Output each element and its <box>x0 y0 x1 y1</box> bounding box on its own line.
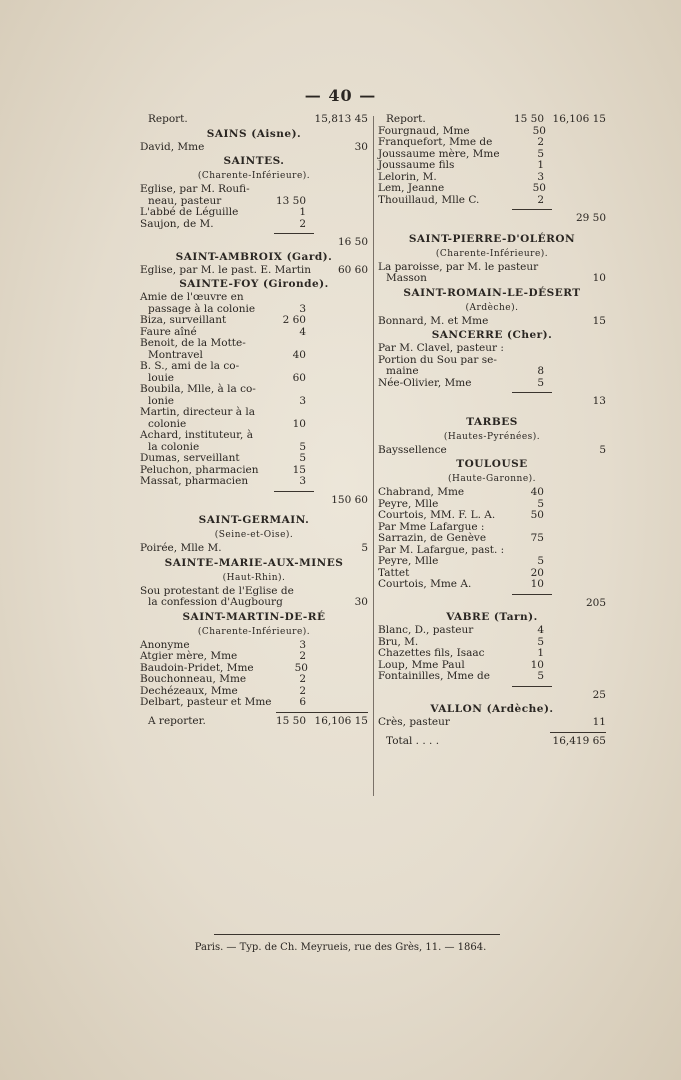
entry-name: Thouillaud, Mlle C. <box>378 193 480 206</box>
entry-name: Atgier mère, Mme <box>140 650 238 662</box>
entry-name: Bonnard, M. et Mme <box>378 314 489 327</box>
entry-amount: 1 <box>537 647 544 659</box>
printer-imprint: Paris. — Typ. de Ch. Meyrueis, rue des Grès, 11. — 1864. <box>194 942 487 953</box>
entry-subtotal: 15,813 45 <box>314 113 368 125</box>
entry-name: Dechézeaux, Mme <box>140 684 238 697</box>
entry-amount: 10 <box>292 417 306 430</box>
subtotal-rule <box>378 683 606 690</box>
entry-row <box>378 366 606 378</box>
entry-name: Sou protestant de l'Eglise de <box>140 584 294 597</box>
entry-subtotal: 11 <box>592 716 606 728</box>
entry-subtotal: 30 <box>354 596 368 608</box>
section-subheading: (Haute-Garonne). <box>447 474 537 484</box>
entry-amount: 60 <box>292 371 306 384</box>
entry-row <box>378 625 606 637</box>
entry-name: la confession d'Augbourg <box>148 596 283 608</box>
entry-name: Franquefort, Mme de <box>378 136 493 148</box>
entry-row <box>378 316 606 328</box>
section-subheading: (Ardèche). <box>465 302 519 313</box>
entry-row <box>140 543 368 555</box>
entry-name: colonie <box>148 417 187 430</box>
entry-name: Poirée, Mlle M. <box>140 542 222 554</box>
right-column <box>378 114 606 747</box>
entry-name: neau, pasteur <box>148 194 222 207</box>
entry-name: Joussaume mère, Mme <box>378 147 500 160</box>
entry-name: Lem, Jeanne <box>378 182 445 194</box>
entry-name: Report. <box>386 113 426 125</box>
section-heading: TARBES <box>466 415 518 428</box>
entry-row <box>140 430 368 442</box>
entry-amount: 1 <box>537 159 544 171</box>
entry-amount: 50 <box>532 182 546 194</box>
entry-amount: 4 <box>299 325 306 338</box>
entry-amount: 8 <box>537 365 544 377</box>
entry-amount: 3 <box>537 170 544 183</box>
entry-row <box>140 315 368 327</box>
entry-amount: 40 <box>292 348 306 361</box>
entry-name: Peyre, Mlle <box>378 497 439 510</box>
entry-amount: 2 <box>299 684 306 697</box>
entry-row <box>140 407 368 419</box>
entry-amount: 2 <box>537 136 544 148</box>
entry-name: Joussaume fils <box>378 159 455 171</box>
entry-amount: 50 <box>532 124 546 137</box>
entry-subtotal: 30 <box>354 140 368 153</box>
section-subheading: (Charente-Inférieure). <box>435 248 549 259</box>
entry-name: B. S., ami de la co- <box>140 360 240 372</box>
section-heading: SAINTES. <box>223 155 285 167</box>
entry-name: Née-Olivier, Mme <box>378 376 472 389</box>
entry-amount: 10 <box>530 578 544 590</box>
subtotal-rule <box>140 230 368 237</box>
entry-name: Fourgnaud, Mme <box>378 124 470 137</box>
entry-amount: 20 <box>530 566 544 579</box>
entry-name: Bouchonneau, Mme <box>140 673 247 685</box>
entry-amount: 5 <box>537 147 544 160</box>
entry-row <box>378 579 606 591</box>
entry-name: Loup, Mme Paul <box>378 658 465 671</box>
entry-subtotal: 16,106 15 <box>314 714 368 727</box>
rule-line <box>512 686 552 687</box>
entry-row <box>378 114 606 126</box>
entry-name: Bayssellence <box>378 443 447 456</box>
entry-name: Par M. Lafargue, past. : <box>378 543 505 556</box>
entry-row <box>140 265 368 277</box>
entry-row <box>378 183 606 195</box>
entry-row <box>140 114 368 126</box>
section-heading: TOULOUSE <box>456 458 528 470</box>
entry-name: Tattet <box>378 566 410 579</box>
rule-line <box>512 392 552 393</box>
entry-amount: 5 <box>537 635 544 648</box>
entry-name: Saujon, de M. <box>140 217 214 230</box>
entry-subtotal: 205 <box>585 596 606 609</box>
entry-amount: 40 <box>530 486 544 498</box>
entry-subtotal: 150 60 <box>331 493 368 506</box>
entry-amount: 5 <box>299 440 306 453</box>
entry-name: Delbart, pasteur et Mme <box>140 696 272 708</box>
section-heading: SAINTE-FOY (Gironde). <box>179 278 329 290</box>
section-subheading: (Haut-Rhin). <box>222 572 286 583</box>
entry-row <box>378 378 606 390</box>
entry-name: A reporter. <box>148 714 206 727</box>
entry-name: Courtois, MM. F. L. A. <box>378 509 496 521</box>
entry-row <box>140 207 368 219</box>
entry-subtotal: 25 <box>592 688 606 701</box>
entry-amount: 15 50 <box>275 714 306 727</box>
entry-name: Fontainilles, Mme de <box>378 670 490 682</box>
section-heading: SAINT-MARTIN-DE-RÉ <box>182 610 326 623</box>
entry-row <box>378 137 606 149</box>
entry-name: David, Mme <box>140 140 205 153</box>
section-heading: VABRE (Tarn). <box>446 611 538 623</box>
rule-line <box>550 732 606 733</box>
entry-name: lonie <box>148 394 175 407</box>
entry-subtotal: 16,106 15 <box>552 113 606 125</box>
entry-amount: 5 <box>299 452 306 464</box>
entry-name: louie <box>148 371 175 384</box>
entry-name: La paroisse, par M. le pasteur <box>378 260 539 273</box>
entry-amount: 1 <box>299 206 306 218</box>
entry-name: Massat, pharmacien <box>140 475 249 487</box>
entry-name: Report. <box>148 113 188 125</box>
entry-name: Eglise, par M. Roufi- <box>140 183 250 195</box>
entry-amount: 50 <box>294 661 308 674</box>
section-heading: SAINT-PIERRE-D'OLÉRON <box>408 232 576 245</box>
entry-subtotal: 13 <box>592 395 606 407</box>
entry-name: L'abbé de Léguille <box>140 206 239 218</box>
entry-subtotal: 29 50 <box>575 212 606 224</box>
entry-row <box>378 598 606 610</box>
entry-row <box>378 717 606 729</box>
entry-amount: 2 <box>299 673 306 685</box>
entry-name: maine <box>386 365 419 377</box>
entry-row <box>378 648 606 660</box>
entry-amount: 2 <box>537 193 544 206</box>
entry-amount: 5 <box>537 670 544 682</box>
entry-amount: 3 <box>299 302 306 315</box>
entry-name: Chabrand, Mme <box>378 486 465 498</box>
entry-name: Faure aîné <box>140 325 197 338</box>
section-heading: SAINT-ROMAIN-LE-DÉSERT <box>403 286 581 299</box>
entry-row <box>140 476 368 488</box>
rule-line <box>512 594 552 595</box>
entry-amount: 15 <box>292 463 306 476</box>
entry-name: Portion du Sou par se- <box>378 353 497 366</box>
entry-name: Total . . . . <box>386 734 440 747</box>
rule-line <box>276 712 368 713</box>
entry-amount: 5 <box>537 555 544 567</box>
entry-name: Par M. Clavel, pasteur : <box>378 342 504 354</box>
section-heading: VALLON (Ardèche). <box>430 703 554 715</box>
entry-row <box>378 533 606 545</box>
entry-name: Chazettes fils, Isaac <box>378 647 485 659</box>
entry-name: Crès, pasteur <box>378 716 450 728</box>
entry-row <box>140 651 368 663</box>
entry-amount: 5 <box>537 376 544 389</box>
entry-amount: 50 <box>530 509 544 521</box>
entry-row <box>140 384 368 396</box>
section-heading: SAINS (Aisne). <box>206 127 302 140</box>
entry-amount: 2 60 <box>282 314 306 326</box>
section-heading: SANCERRE (Cher). <box>431 329 553 341</box>
entry-subtotal: 16,419 65 <box>552 734 606 747</box>
entry-name: Blanc, D., pasteur <box>378 624 474 636</box>
entry-row <box>140 219 368 231</box>
entry-name: la colonie <box>148 440 200 453</box>
entry-row <box>140 674 368 686</box>
entry-amount: 15 50 <box>513 113 544 125</box>
column-divider <box>373 116 374 796</box>
entry-name: Bru, M. <box>378 635 419 648</box>
entry-name: Montravel <box>148 348 203 361</box>
section-heading: SAINTE-MARIE-AUX-MINES <box>164 556 344 569</box>
entry-row <box>378 445 606 457</box>
entry-amount: 10 <box>530 658 544 671</box>
entry-name: Amie de l'œuvre en <box>140 291 244 303</box>
entry-row <box>378 510 606 522</box>
entry-row <box>378 556 606 568</box>
section-heading: SAINT-GERMAIN. <box>198 514 310 526</box>
entry-name: passage à la colonie <box>148 302 256 315</box>
entry-amount: 3 <box>299 475 306 487</box>
entry-name: Masson <box>386 272 427 284</box>
entry-name: Courtois, Mme A. <box>378 578 472 590</box>
entry-row <box>378 396 606 408</box>
entry-name: Eglise, par M. le past. E. Martin <box>140 263 312 276</box>
entry-subtotal: 5 <box>599 443 606 456</box>
rule-line <box>274 233 314 234</box>
entry-row <box>378 736 606 748</box>
entry-row <box>140 495 368 507</box>
section-heading: SAINT-AMBROIX (Gard). <box>175 250 333 263</box>
left-column <box>140 114 368 727</box>
footer-rule <box>214 934 500 935</box>
entry-row <box>140 237 368 249</box>
entry-name: Dumas, serveillant <box>140 452 240 464</box>
entry-row <box>140 697 368 709</box>
entry-amount: 75 <box>530 532 544 544</box>
section-subheading: (Charente-Inférieure). <box>197 171 311 181</box>
entry-row <box>378 213 606 225</box>
entry-amount: 4 <box>537 624 544 636</box>
entry-name: Benoit, de la Motte- <box>140 337 246 349</box>
subtotal-rule <box>378 389 606 396</box>
entry-name: Sarrazin, de Genève <box>378 532 487 544</box>
entry-amount: 2 <box>299 650 306 662</box>
rule-line <box>512 209 552 210</box>
entry-row <box>378 195 606 207</box>
entry-row <box>140 716 368 728</box>
entry-subtotal: 10 <box>592 272 606 284</box>
entry-row <box>140 292 368 304</box>
entry-name: Baudoin-Pridet, Mme <box>140 661 254 674</box>
subtotal-rule <box>378 206 606 213</box>
entry-amount: 5 <box>537 497 544 510</box>
entry-name: Achard, instituteur, à <box>140 429 253 441</box>
section-subheading: (Seine-et-Oise). <box>214 530 294 540</box>
entry-amount: 6 <box>299 696 306 708</box>
page-number: — 40 — <box>304 86 377 105</box>
entry-amount: 13 50 <box>275 194 306 207</box>
entry-row <box>140 597 368 609</box>
entry-name: Peluchon, pharmacien <box>140 463 259 476</box>
section-subheading: (Charente-Inférieure). <box>197 626 311 637</box>
entry-row <box>378 487 606 499</box>
entry-subtotal: 5 <box>361 542 368 554</box>
entry-row <box>378 690 606 702</box>
entry-row <box>140 453 368 465</box>
entry-row <box>378 343 606 355</box>
section-subheading: (Hautes-Pyrénées). <box>443 431 541 442</box>
entry-amount: 3 <box>299 638 306 651</box>
entry-row <box>140 142 368 154</box>
entry-name: Biza, surveillant <box>140 314 227 326</box>
entry-row <box>140 361 368 373</box>
entry-name: Boubila, Mlle, à la co- <box>140 383 256 395</box>
entry-subtotal: 60 60 <box>337 263 368 276</box>
entry-row <box>140 338 368 350</box>
entry-amount: 3 <box>299 394 306 407</box>
entry-name: Peyre, Mlle <box>378 555 439 567</box>
entry-amount: 2 <box>299 217 306 230</box>
entry-name: Martin, directeur à la <box>140 406 256 418</box>
entry-row <box>378 273 606 285</box>
subtotal-rule <box>378 591 606 598</box>
entry-name: Lelorin, M. <box>378 170 437 183</box>
entry-subtotal: 16 50 <box>337 236 368 248</box>
entry-name: Par Mme Lafargue : <box>378 520 485 533</box>
rule-line <box>274 491 314 492</box>
entry-subtotal: 15 <box>592 314 606 327</box>
entry-row <box>140 184 368 196</box>
entry-row <box>378 671 606 683</box>
entry-row <box>378 160 606 172</box>
entry-name: Anonyme <box>140 638 190 651</box>
